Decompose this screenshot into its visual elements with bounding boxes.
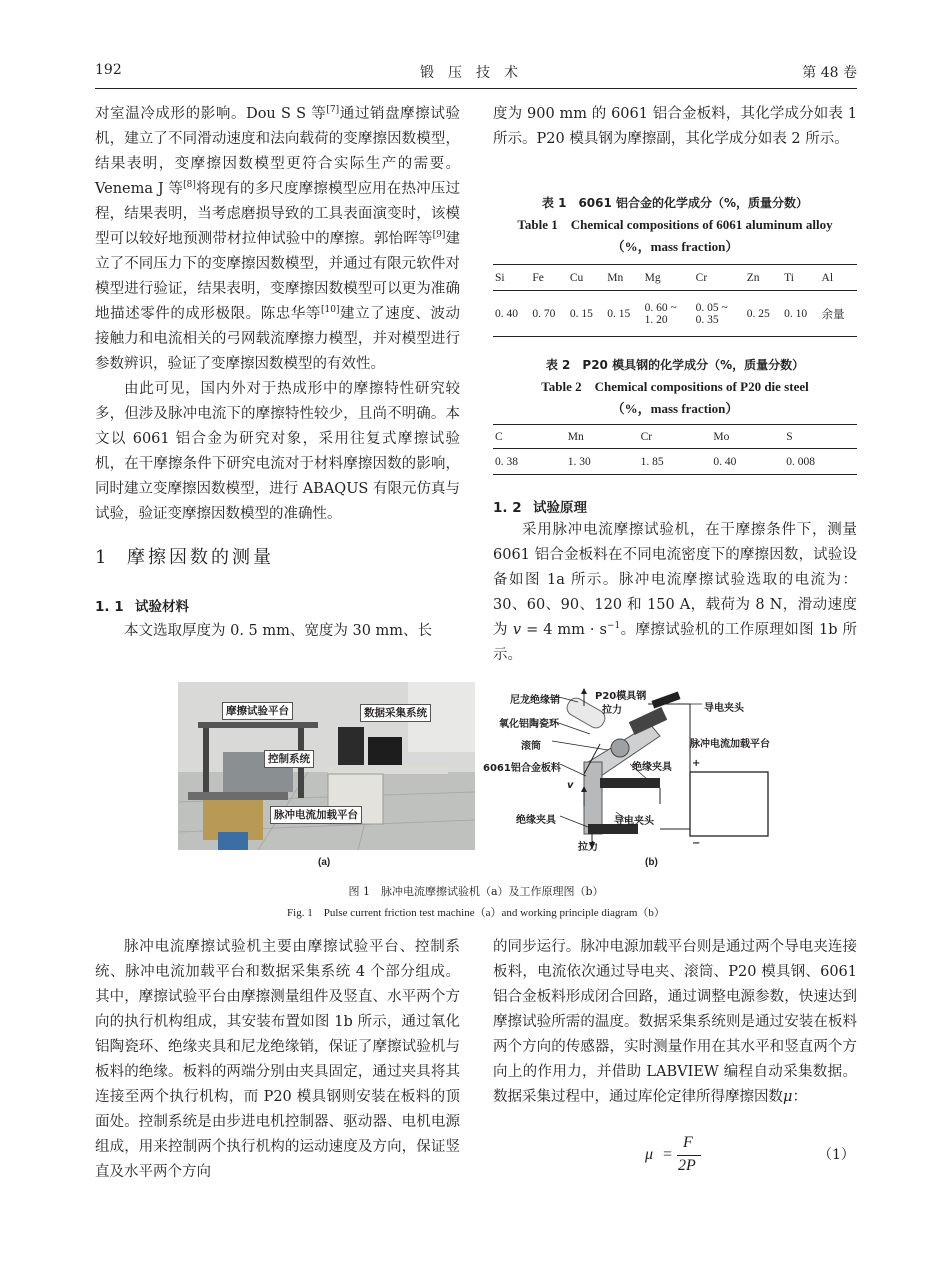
- table-1: [493, 192, 857, 337]
- label-plus: +: [692, 758, 701, 769]
- paragraph-summary: 由此可见，国内外对于热成形中的摩擦特性研究较多，但涉及脉冲电流下的摩擦特性较少，且尚不明确。本文以 6061 铝合金为研究对象，采用往复式摩擦试验机，在干摩擦条件下研究电流对于材料摩擦因数的影响，同时建立变摩擦因数模型，进行 ABAQUS 有限元仿真与试验，验证变摩擦因数模型的准确性。: [95, 381, 460, 522]
- figure-1b-diagram: [480, 684, 780, 854]
- figure-1-caption-en: Fig. 1 Pulse current friction test machine（a）and working principle diagram（b）: [287, 907, 665, 919]
- label-pull-bottom: 拉力: [578, 842, 598, 853]
- right-column: [493, 102, 857, 152]
- label-sheet: 6061铝合金板料: [483, 763, 561, 774]
- label-conductor-top: 导电夹头: [704, 703, 744, 714]
- table-2: [493, 354, 857, 475]
- paragraph-principle: 采用脉冲电流摩擦试验机，在干摩擦条件下，测量 6061 铝合金板料在不同电流密度下的摩擦因数，试验设备如图 1a 所示。脉冲电流摩擦试验选取的电流为：30、60、90、120 和 150 A，载荷为 8 N，滑动速度为 v = 4 mm · $s^{-1}$。摩擦试验机的工作原理如图 1b 所示。: [493, 522, 857, 663]
- label-daq-system: 数据采集系统: [360, 704, 431, 722]
- paragraph-material: 本文选取厚度为 0. 5 mm、宽度为 30 mm、长: [124, 623, 433, 639]
- equation-number: （1）: [818, 1147, 855, 1163]
- paragraph-material-cont: 度为 900 mm 的 6061 铝合金板料，其化学成分如表 1 所示。P20 模具钢为摩擦副，其化学成分如表 2 所示。: [493, 106, 857, 147]
- figure-1b-label: (b): [645, 857, 658, 868]
- label-velocity: v: [567, 780, 574, 791]
- bottom-left-column: [95, 935, 460, 1185]
- table-2-caption: 表 2 P20 模具钢的化学成分（%，质量分数） Table 2 Chemical compositions of P20 die steel （%，mass fraction）: [541, 358, 809, 416]
- label-minus: −: [692, 838, 701, 849]
- figure-1a-photo: [178, 682, 475, 850]
- paragraph-machine-description-cont: 的同步运行。脉冲电源加载平台则是通过两个导电夹连接板料，电流依次通过导电夹、滚筒、P20 模具钢、6061 铝合金板料形成闭合回路，通过调整电源参数，快速达到摩擦试验所需的温度。数据采集系统则是通过安装在板料两个方向的传感器，实时测量作用在其水平和竖直两个方向上的作用力，并借助 LABVIEW 编程自动采集数据。数据采集过程中，通过库伦定律所得摩擦因数μ：: [493, 939, 857, 1105]
- table-row: 0. 40 0. 70 0. 15 0. 15 0. 60 ~ 1. 20 0. 05 ~ 0. 35 0. 25 0. 10 余量: [493, 291, 857, 337]
- paragraph-literature: 对室温冷成形的影响。Dou S S 等[7]通过销盘摩擦试验机，建立了不同滑动速度和法向载荷的变摩擦因数模型，结果表明，变摩擦因数模型更符合实际生产的需要。Venema J 等[8]将现有的多尺度摩擦模型应用在热冲压过程，结果表明，当考虑磨损导致的工具表面演变时，该模型可以较好地预测带材拉伸试验中的摩擦。郭怡晖等[9]建立了不同压力下的变摩擦因数模型，并通过有限元软件对模型进行验证，结果表明，变摩擦因数模型可以更为准确地描述零件的成形极限。陈忠华等[10]建立了速度、波动接触力和电流相关的弓网载流摩擦力模型，并对模型进行参数辨识，验证了变摩擦因数模型的有效性。: [95, 105, 461, 372]
- label-friction-platform: 摩擦试验平台: [222, 702, 293, 720]
- right-column-lower: [493, 494, 857, 668]
- figure-1a-label: (a): [318, 857, 331, 868]
- equation-numerator: F: [683, 1134, 693, 1151]
- equation-denominator: 2P: [678, 1157, 696, 1174]
- header-rule: [95, 88, 857, 89]
- equation-lhs: μ: [645, 1146, 654, 1163]
- label-conductor-bottom: 导电夹头: [614, 816, 654, 827]
- label-nylon-pin: 尼龙绝缘销: [510, 695, 560, 706]
- label-pulse-platform-b: 脉冲电流加载平台: [690, 739, 770, 750]
- label-control-system: 控制系统: [264, 750, 314, 768]
- label-insulating-clamp-left: 绝缘夹具: [516, 815, 556, 826]
- figure-1-caption-cn: 图 1 脉冲电流摩擦试验机（a）及工作原理图（b）: [348, 885, 604, 898]
- subsection-heading-1-1: 1. 1 试验材料: [95, 599, 189, 615]
- paragraph-machine-description: 脉冲电流摩擦试验机主要由摩擦试验平台、控制系统、脉冲电流加载平台和数据采集系统 4 个部分组成。其中，摩擦试验平台由摩擦测量组件及竖直、水平两个方向的执行机构组成，其安装布置如图 1b 所示，通过氧化铝陶瓷环、绝缘夹具和尼龙绝缘销，保证了摩擦试验机与板料的绝缘。板料的两端分别由夹具固定，通过夹具将其连接至两个执行机构，而 P20 模具钢则安装在板料的顶面处。控制系统是由步进电机控制器、驱动器、电机电源组成，用来控制两个执行机构的运动速度及方向，保证竖直及水平两个方向: [95, 939, 460, 1180]
- label-pulse-platform: 脉冲电流加载平台: [270, 806, 362, 824]
- label-p20: P20模具钢: [595, 691, 647, 702]
- label-insulating-clamp-right: 绝缘夹具: [632, 762, 672, 773]
- subsection-heading-1-2: 1. 2 试验原理: [493, 500, 587, 516]
- label-pull-top: 拉力: [602, 705, 622, 716]
- table-1-caption: 表 1 6061 铝合金的化学成分（%，质量分数） Table 1 Chemical compositions of 6061 aluminum alloy （%，mass fraction）: [517, 196, 833, 254]
- table-row: 0. 38 1. 30 1. 85 0. 40 0. 008: [493, 449, 857, 475]
- journal-name: 锻压技术: [420, 65, 532, 81]
- fraction-bar: [677, 1155, 701, 1156]
- left-column: [95, 102, 460, 644]
- volume: 第 48 卷: [802, 65, 857, 81]
- label-roller: 滚筒: [521, 741, 541, 752]
- page-number: 192: [95, 62, 122, 78]
- bottom-right-column: [493, 935, 857, 1110]
- table-2-grid: C Mn Cr Mo S 0. 38 1. 30 1. 85 0. 40 0. 008: [493, 424, 857, 475]
- section-heading-1: 1 摩擦因数的测量: [95, 547, 274, 568]
- table-1-grid: Si Fe Cu Mn Mg Cr Zn Ti Al 0. 40 0. 70 0. 15 0. 15 0. 60 ~ 1. 20 0. 05 ~ 0. 35 0. 25 0. 10 余量: [493, 264, 857, 337]
- running-header: [95, 62, 857, 86]
- equation-equals: =: [663, 1146, 673, 1163]
- label-ceramic-ring: 氧化铝陶瓷环: [499, 719, 559, 730]
